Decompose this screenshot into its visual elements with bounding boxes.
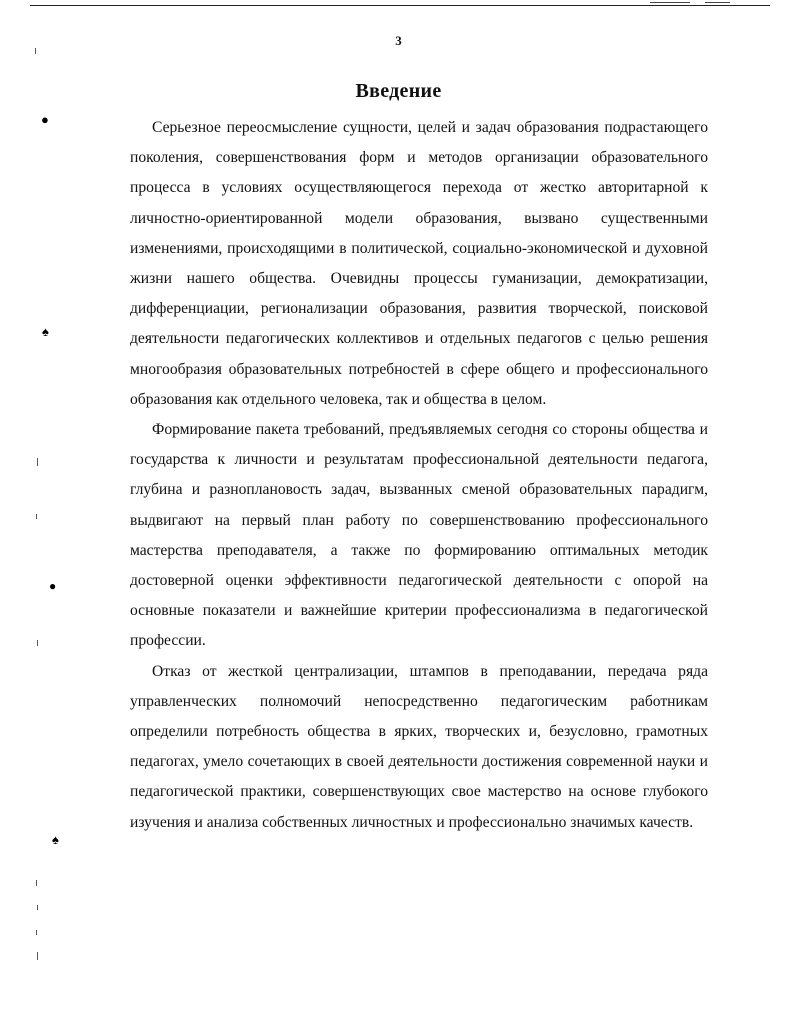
scan-top-edge-dash	[705, 2, 730, 3]
scan-top-edge-dash	[650, 2, 690, 3]
ink-dot-icon: ●	[49, 579, 57, 593]
margin-tick	[36, 930, 37, 935]
page-number: 3	[395, 33, 402, 48]
ink-spade-icon: ♠	[42, 324, 49, 339]
paragraph-2: Формирование пакета требований, предъявляемых сегодня со стороны общества и государства к личности и результатам профессиональной деятельности педагога, глубина и разноплановость задач, вызванных сменой образовательных парадигм, выдвигают на первый план работу по совершенствованию профессионального мастерства преподавателя, а также по формированию оптимальных методик достоверной оценки эффективности педагогической деятельности с опорой на основные показатели и важнейшие критерии профессионализма в педагогической профессии.	[130, 421, 708, 650]
margin-tick	[35, 48, 36, 54]
paragraph-3: Отказ от жесткой централизации, штампов в преподавании, передача ряда управленческих полномочий непосредственно педагогическим работникам определили потребность общества в ярких, творческих и, безусловно, грамотных педагогах, умело сочетающих в своей деятельности достижения современной науки и педагогической практики, совершенствующих свое мастерство на основе глубокого изучения и анализа собственных личностных и профессионально значимых качеств.	[130, 662, 708, 831]
ink-dot-icon: ●	[41, 112, 49, 127]
margin-tick	[37, 640, 38, 646]
paragraph-1: Серьезное переосмысление сущности, целей и задач образования подрастающего поколения, совершенствования форм и методов организации образовательного процесса в условиях осуществляющегося перехода от жестко авторитарной к личностно-ориентированной модели образования, вызвано существенными изменениями, происходящими в политической, социально-экономической и духовной жизни нашего общества. Очевидны процессы гуманизации, демократизации, дифференциации, регионализации образования, развития творческой, поисковой деятельности педагогических коллективов и отдельных педагогов с целью решения многообразия образовательных потребностей в сфере общего и профессионального образования как отдельного человека, так и общества в целом.	[130, 119, 708, 408]
body-text	[130, 113, 708, 838]
margin-tick	[37, 905, 38, 910]
margin-tick	[36, 880, 37, 886]
margin-tick	[37, 952, 38, 960]
margin-tick	[36, 514, 37, 519]
margin-tick	[37, 458, 38, 466]
ink-spade-icon: ♠	[52, 832, 59, 847]
page-title: Введение	[355, 80, 442, 102]
scan-top-edge-line	[30, 5, 770, 6]
